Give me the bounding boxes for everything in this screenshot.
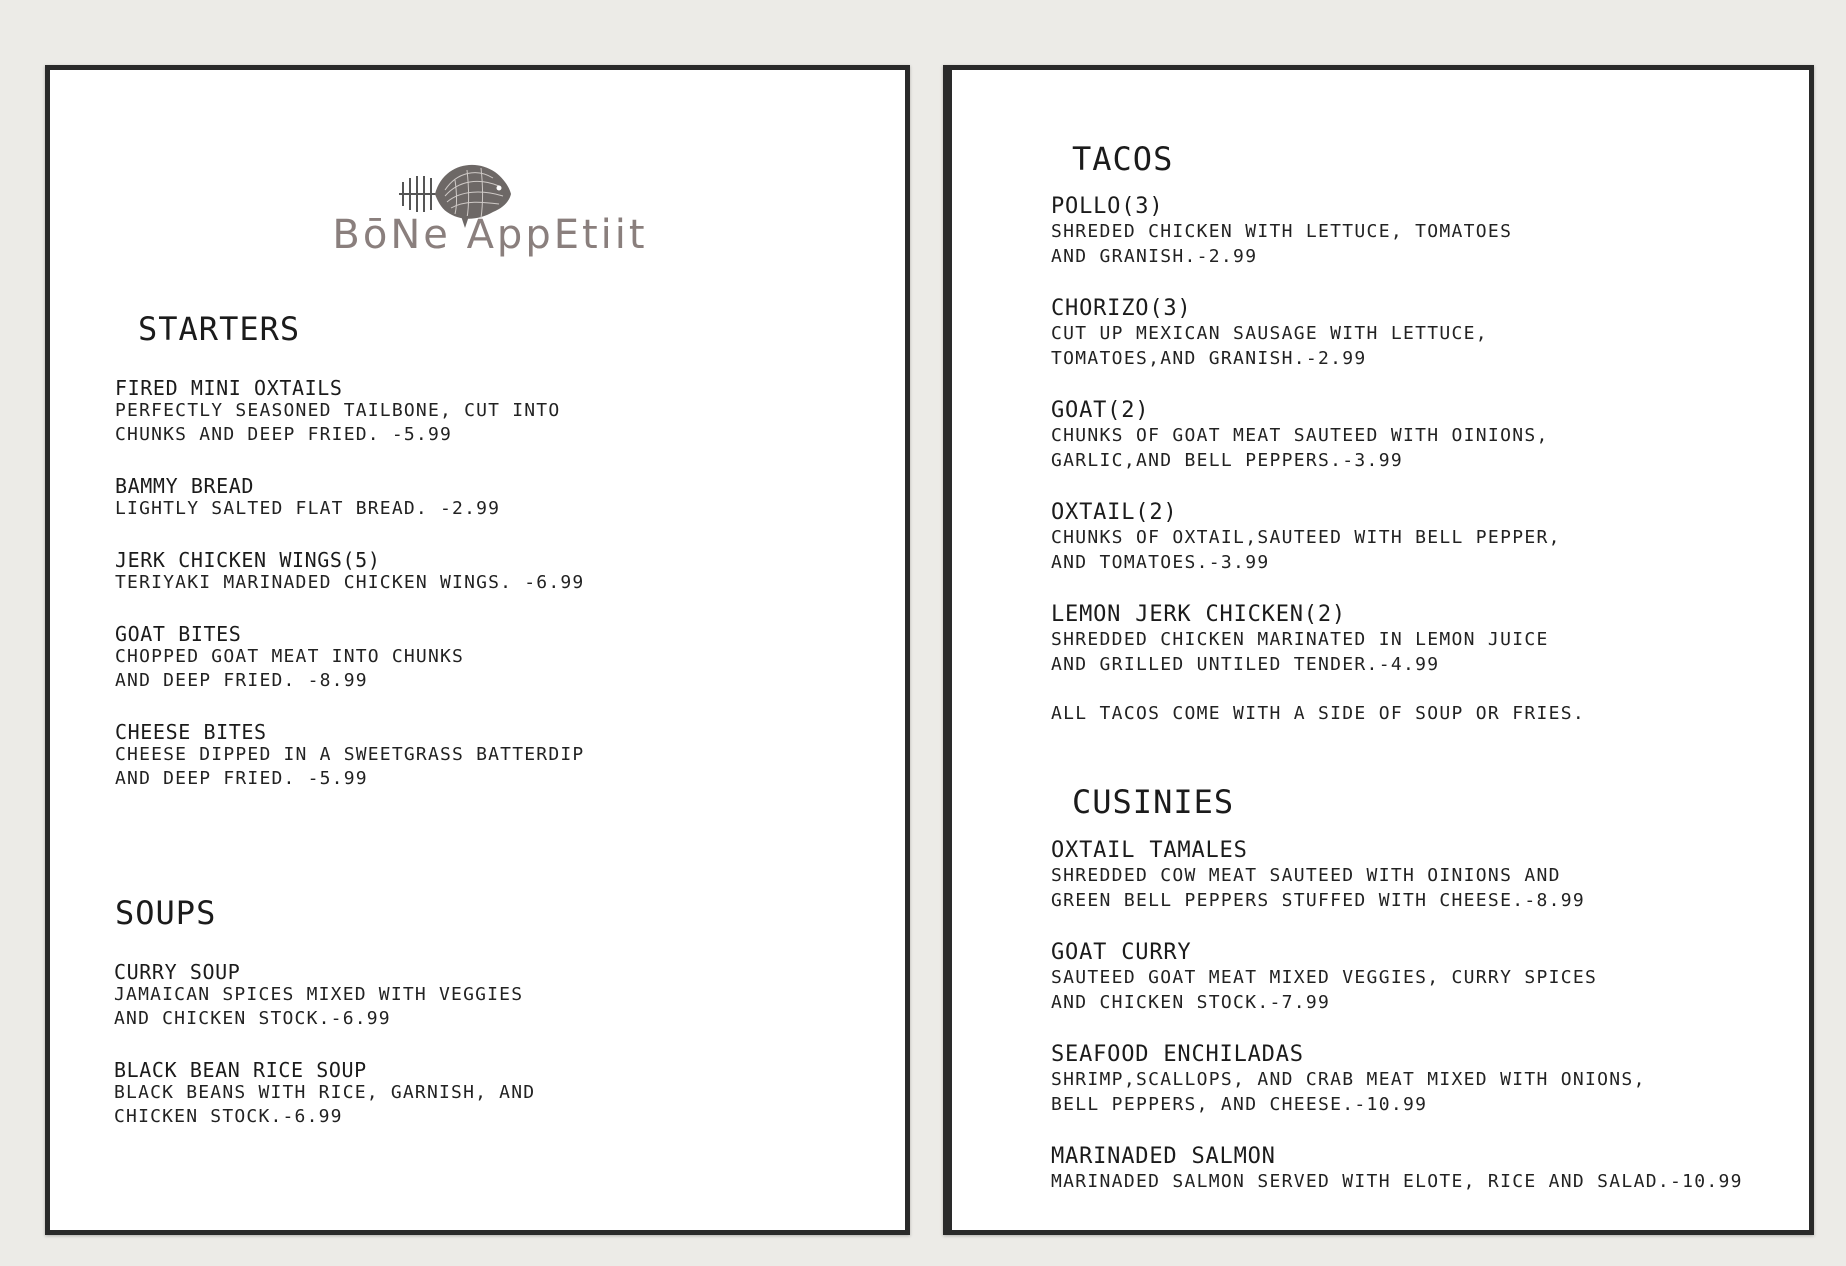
menu-item-description: CHUNKS AND DEEP FRIED. -5.99	[115, 424, 453, 445]
menu-item-description: GREEN BELL PEPPERS STUFFED WITH CHEESE.-8.99	[1051, 890, 1586, 911]
menu-item-description: SHREDDED CHICKEN MARINATED IN LEMON JUICE	[1051, 629, 1549, 650]
menu-page-left	[45, 65, 910, 1235]
section-title-starters: STARTERS	[138, 310, 301, 348]
menu-item-description: AND CHICKEN STOCK.-7.99	[1051, 992, 1331, 1013]
menu-item-description: BELL PEPPERS, AND CHEESE.-10.99	[1051, 1094, 1428, 1115]
menu-item-description: PERFECTLY SEASONED TAILBONE, CUT INTO	[115, 400, 561, 421]
menu-item-description: AND CHICKEN STOCK.-6.99	[114, 1008, 391, 1029]
menu-item-name: OXTAIL TAMALES	[1051, 838, 1248, 863]
menu-item-description: TOMATOES,AND GRANISH.-2.99	[1051, 348, 1367, 369]
menu-item-description: SAUTEED GOAT MEAT MIXED VEGGIES, CURRY SPICES	[1051, 967, 1598, 988]
menu-item-description: CHICKEN STOCK.-6.99	[114, 1106, 343, 1127]
menu-item-description: LIGHTLY SALTED FLAT BREAD. -2.99	[115, 498, 501, 519]
menu-item-description: CUT UP MEXICAN SAUSAGE WITH LETTUCE,	[1051, 323, 1488, 344]
menu-item-name: GOAT(2)	[1051, 398, 1150, 423]
menu-item-description: CHEESE DIPPED IN A SWEETGRASS BATTERDIP	[115, 744, 585, 765]
menu-item-description: AND DEEP FRIED. -8.99	[115, 670, 368, 691]
menu-item-description: AND TOMATOES.-3.99	[1051, 552, 1270, 573]
menu-item-name: CHEESE BITES	[115, 720, 267, 744]
menu-item-description: MARINADED SALMON SERVED WITH ELOTE, RICE AND SALAD.-10.99	[1051, 1171, 1743, 1192]
logo	[320, 150, 660, 260]
menu-page-right	[943, 65, 1814, 1235]
menu-item-description: CHUNKS OF GOAT MEAT SAUTEED WITH OINIONS,	[1051, 425, 1549, 446]
menu-item-name: MARINADED SALMON	[1051, 1144, 1276, 1169]
menu-item-name: LEMON JERK CHICKEN(2)	[1051, 602, 1346, 627]
menu-item-description: AND DEEP FRIED. -5.99	[115, 768, 368, 789]
menu-item-name: GOAT BITES	[115, 622, 242, 646]
menu-item-description: BLACK BEANS WITH RICE, GARNISH, AND	[114, 1082, 536, 1103]
menu-item-name: OXTAIL(2)	[1051, 500, 1178, 525]
menu-item-description: CHUNKS OF OXTAIL,SAUTEED WITH BELL PEPPER,	[1051, 527, 1561, 548]
section-title-tacos: TACOS	[1072, 140, 1174, 178]
menu-item-name: GOAT CURRY	[1051, 940, 1192, 965]
section-title-soups: SOUPS	[115, 894, 217, 932]
tacos-note: ALL TACOS COME WITH A SIDE OF SOUP OR FRIES.	[1051, 703, 1586, 724]
menu-item-description: SHRIMP,SCALLOPS, AND CRAB MEAT MIXED WITH ONIONS,	[1051, 1069, 1646, 1090]
menu-item-description: SHREDED CHICKEN WITH LETTUCE, TOMATOES	[1051, 221, 1513, 242]
menu-item-description: AND GRILLED UNTILED TENDER.-4.99	[1051, 654, 1440, 675]
menu-item-description: SHREDDED COW MEAT SAUTEED WITH OINIONS AND	[1051, 865, 1561, 886]
menu-item-name: SEAFOOD ENCHILADAS	[1051, 1042, 1304, 1067]
menu-item-description: TERIYAKI MARINADED CHICKEN WINGS. -6.99	[115, 572, 585, 593]
menu-item-name: JERK CHICKEN WINGS(5)	[115, 548, 381, 572]
menu-item-name: CURRY SOUP	[114, 960, 241, 984]
brand-name: BōNe AppEtiit	[332, 212, 648, 258]
menu-item-name: POLLO(3)	[1051, 194, 1164, 219]
menu-item-name: FIRED MINI OXTAILS	[115, 376, 343, 400]
menu-item-description: AND GRANISH.-2.99	[1051, 246, 1258, 267]
section-title-cuisines: CUSINIES	[1072, 783, 1235, 821]
menu-item-description: GARLIC,AND BELL PEPPERS.-3.99	[1051, 450, 1403, 471]
menu-item-name: BAMMY BREAD	[115, 474, 255, 498]
menu-item-description: JAMAICAN SPICES MIXED WITH VEGGIES	[114, 984, 524, 1005]
menu-item-description: CHOPPED GOAT MEAT INTO CHUNKS	[115, 646, 465, 667]
menu-item-name: CHORIZO(3)	[1051, 296, 1192, 321]
menu-item-name: BLACK BEAN RICE SOUP	[114, 1058, 367, 1082]
